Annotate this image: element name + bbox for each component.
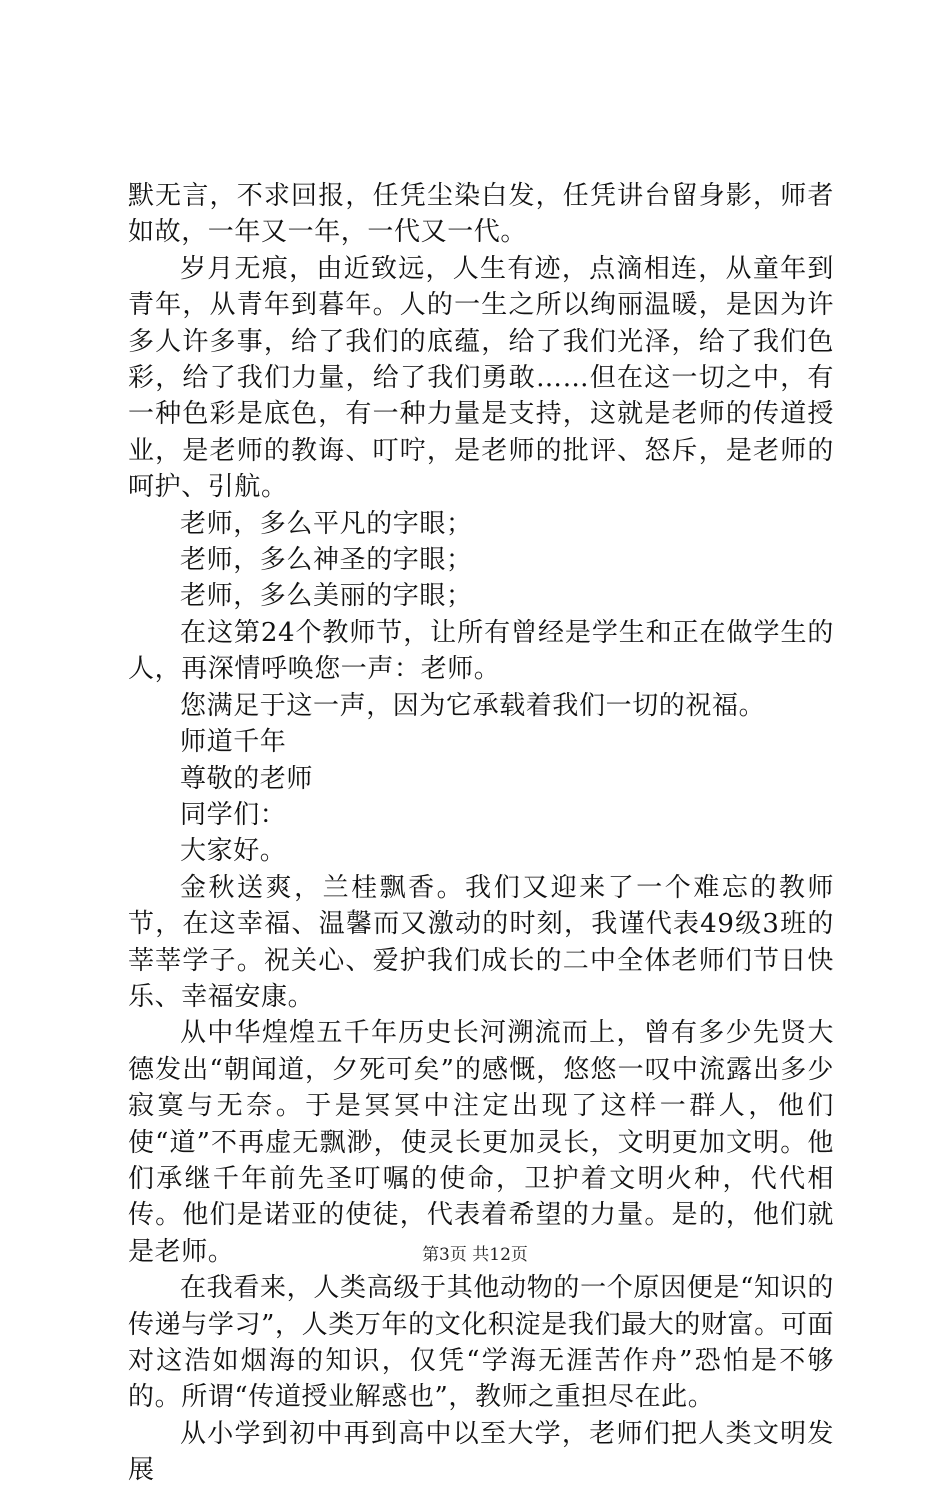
paragraph: 在这第24个教师节，让所有曾经是学生和正在做学生的人，再深情呼唤您一声：老师。 — [128, 617, 834, 685]
paragraph: 大家好。 — [180, 836, 287, 867]
page-number-label: 第3页 共12页 — [422, 1245, 528, 1265]
paragraph: 师道千年 — [180, 727, 287, 758]
paragraph: 您满足于这一声，因为它承载着我们一切的祝福。 — [180, 690, 766, 721]
paragraph: 从中华煌煌五千年历史长河溯流而上，曾有多少先贤大德发出“朝闻道，夕死可矣”的感慨，悠悠一叹中流露出多少寂寞与无奈。于是冥冥中注定出现了这样一群人，他们使“道”不再虚无飘渺，使灵长更加灵长，文明更加文明。他们承继千年前先圣叮嘱的使命，卫护着文明火种，代代相传。他们是诺亚的使徒，代表着希望的力量。是的，他们就是老师。 — [128, 1018, 834, 1267]
paragraph: 从小学到初中再到高中以至大学，老师们把人类文明发展 — [128, 1418, 834, 1486]
document-body — [128, 178, 834, 1489]
paragraph: 在我看来，人类高级于其他动物的一个原因便是“知识的传递与学习”，人类万年的文化积淀是我们最大的财富。可面对这浩如烟海的知识，仅凭“学海无涯苦作舟”恐怕是不够的。所谓“传道授业解惑也”，教师之重担尽在此。 — [128, 1273, 834, 1413]
paragraph: 老师，多么美丽的字眼； — [180, 581, 473, 612]
paragraph: 默无言，不求回报，任凭尘染白发，任凭讲台留身影，师者如故，一年又一年，一代又一代。 — [128, 181, 834, 248]
paragraph: 尊敬的老师 — [180, 763, 314, 794]
paragraph: 金秋送爽，兰桂飘香。我们又迎来了一个难忘的教师节，在这幸福、温馨而又激动的时刻，我谨代表49级3班的莘莘学子。祝关心、爱护我们成长的二中全体老师们节日快乐、幸福安康。 — [128, 872, 834, 1012]
paragraph: 老师，多么平凡的字眼； — [180, 508, 473, 539]
paragraph: 同学们： — [180, 799, 287, 830]
paragraph: 老师，多么神圣的字眼； — [180, 545, 473, 576]
page-footer — [0, 1240, 950, 1265]
paragraph: 岁月无痕，由近致远，人生有迹，点滴相连，从童年到青年，从青年到暮年。人的一生之所以绚丽温暖，是因为许多人许多事，给了我们的底蕴，给了我们光泽，给了我们色彩，给了我们力量，给了我们勇敢……但在这一切之中，有一种色彩是底色，有一种力量是支持，这就是老师的传道授业，是老师的教诲、叮咛，是老师的批评、怒斥，是老师的呵护、引航。 — [128, 253, 834, 503]
